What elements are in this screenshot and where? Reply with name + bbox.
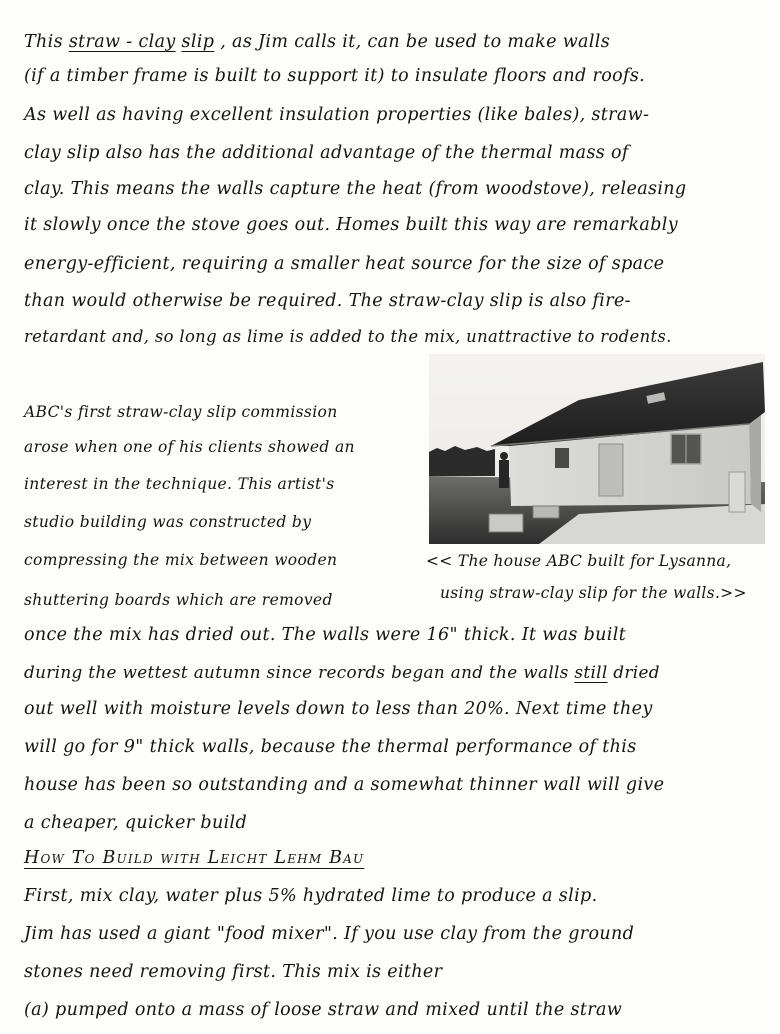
- text-line: once the mix has dried out. The walls were 16" thick. It was built: [24, 625, 627, 645]
- underlined-term: straw - clay: [68, 32, 176, 52]
- house-illustration: [429, 354, 765, 544]
- section-heading: How To Build with Leicht Lehm Bau: [24, 848, 365, 868]
- door: [599, 444, 623, 496]
- text-line: clay. This means the walls capture the heat (from woodstove), releasing: [24, 179, 687, 199]
- text-line: house has been so outstanding and a somewhat thinner wall will give: [24, 775, 665, 795]
- text-line: compressing the mix between wooden: [24, 551, 338, 569]
- window: [555, 448, 569, 468]
- text-line: out well with moisture levels down to less than 20%. Next time they: [24, 699, 653, 719]
- text-line: energy-efficient, requiring a smaller heat source for the size of space: [24, 254, 665, 274]
- text-line: clay slip also has the additional advantage of the thermal mass of: [24, 143, 629, 163]
- text-line: Jim has used a giant "food mixer". If you use clay from the ground: [24, 924, 635, 944]
- text-line: it slowly once the stove goes out. Homes built this way are remarkably: [24, 215, 678, 235]
- text-line: stones need removing first. This mix is either: [24, 962, 443, 982]
- photo-caption-line: << The house ABC built for Lysanna,: [426, 552, 732, 570]
- photo-caption-line: using straw-clay slip for the walls.>>: [440, 584, 747, 602]
- text-line: This straw - clay slip , as Jim calls it, can be used to make walls: [24, 32, 611, 52]
- underlined-term: slip: [181, 32, 215, 52]
- text-line: than would otherwise be required. The straw-clay slip is also fire-: [24, 291, 631, 311]
- text-line: As well as having excellent insulation properties (like bales), straw-: [24, 105, 650, 125]
- text-line: during the wettest autumn since records began and the walls still dried: [24, 662, 660, 682]
- text-line: interest in the technique. This artist's: [24, 475, 335, 493]
- tree-line: [429, 446, 495, 476]
- house-photo: [429, 354, 765, 544]
- planter-box: [533, 506, 559, 518]
- text-line: arose when one of his clients showed an: [24, 438, 355, 456]
- text-line: (if a timber frame is built to support it) to insulate floors and roofs.: [24, 66, 646, 86]
- text-line: ABC's first straw-clay slip commission: [24, 403, 338, 421]
- text-line: shuttering boards which are removed: [24, 591, 333, 609]
- text-line: First, mix clay, water plus 5% hydrated lime to produce a slip.: [24, 886, 598, 906]
- text-line: will go for 9" thick walls, because the thermal performance of this: [24, 737, 637, 757]
- person: [499, 460, 509, 488]
- text-line: retardant and, so long as lime is added to the mix, unattractive to rodents.: [24, 327, 672, 346]
- text-line: (a) pumped onto a mass of loose straw and mixed until the straw: [24, 1000, 623, 1020]
- text-line: a cheaper, quicker build: [24, 813, 248, 833]
- planter-box: [489, 514, 523, 532]
- text-line: studio building was constructed by: [24, 513, 312, 531]
- post: [729, 472, 745, 512]
- underlined-term: still: [574, 662, 608, 682]
